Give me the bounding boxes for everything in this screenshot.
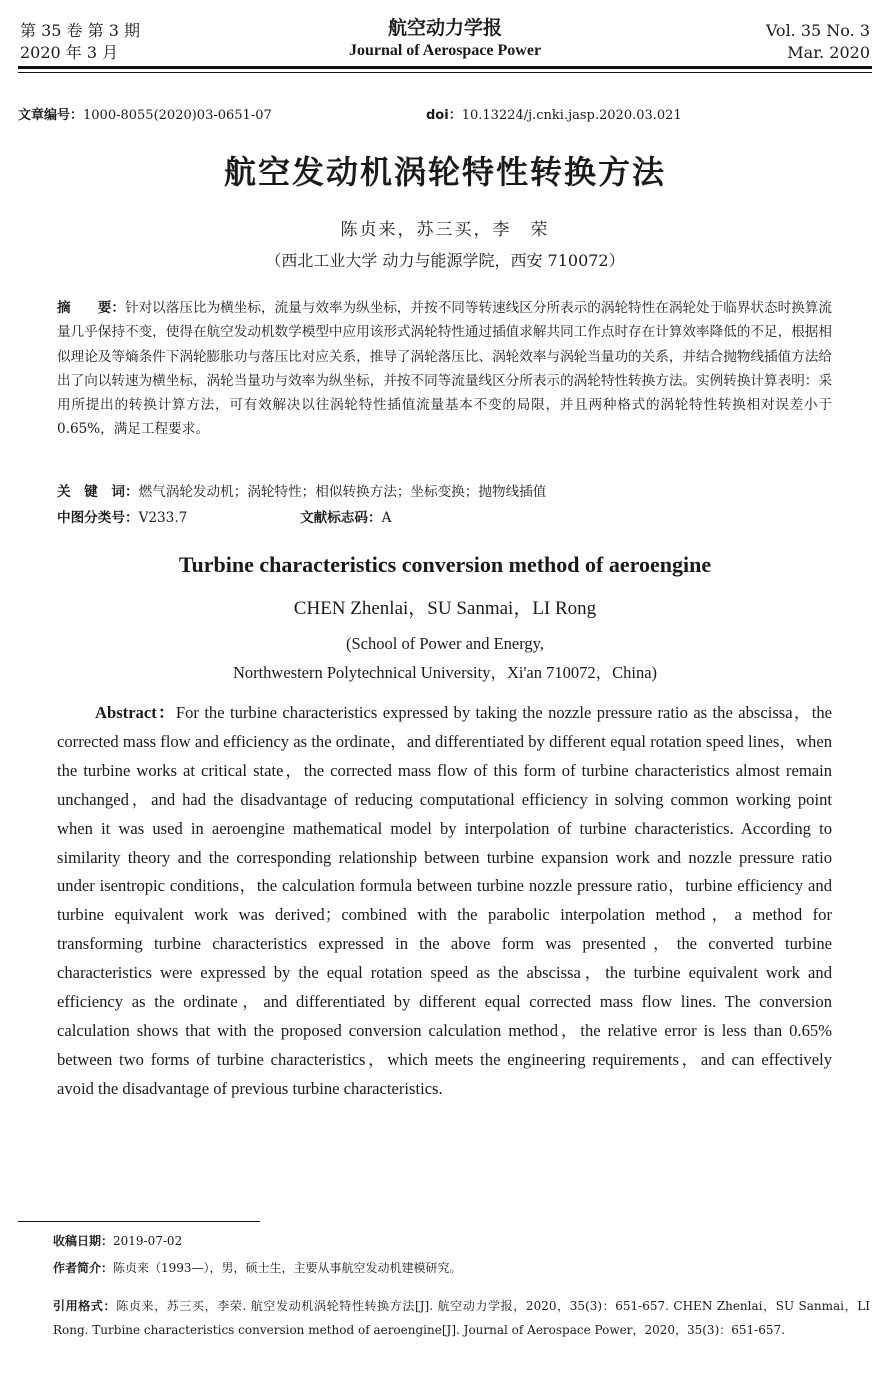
authors-en: CHEN Zhenlai，SU Sanmai，LI Rong xyxy=(293,598,597,619)
volume-issue-en: Vol. 35 No. 3 xyxy=(765,21,870,40)
keywords-cn-label: 关 键 词： xyxy=(57,484,139,500)
title-cn: 航空发动机涡轮特性转换方法 xyxy=(223,153,666,191)
affiliation-en-line1: (School of Power and Energy, xyxy=(346,634,544,653)
date-en: Mar. 2020 xyxy=(787,43,870,62)
footnote-author xyxy=(53,1258,870,1278)
citation-label: 引用格式： xyxy=(53,1299,117,1313)
journal-name-cn: 航空动力学报 xyxy=(387,17,502,39)
abstract-cn xyxy=(57,296,832,442)
document-code xyxy=(300,507,391,529)
author-bio-label: 作者简介： xyxy=(53,1261,114,1275)
authors-cn: 陈贞来，苏三买，李 荣 xyxy=(340,220,550,240)
footnote-received xyxy=(53,1231,870,1251)
keywords-cn xyxy=(57,481,832,503)
abstract-en xyxy=(57,699,832,1104)
affiliation-en-line2: Northwestern Polytechnical University，Xi'an 710072，China) xyxy=(232,663,658,682)
article-number xyxy=(18,107,272,125)
classification-number xyxy=(57,507,187,529)
footnote-rule xyxy=(18,1221,260,1222)
document-code-label: 文献标志码： xyxy=(300,510,382,526)
article-number-label: 文章编号： xyxy=(18,108,84,123)
header-center xyxy=(18,16,872,62)
keywords-cn-text: 燃气涡轮发动机；涡轮特性；相似转换方法；坐标变换；抛物线插值 xyxy=(138,484,547,500)
author-bio: 陈贞来（1993—），男，硕士生，主要从事航空发动机建模研究。 xyxy=(113,1261,462,1275)
received-label: 收稿日期： xyxy=(53,1234,114,1248)
citation-text: 陈贞来，苏三买，李荣. 航空发动机涡轮特性转换方法[J]. 航空动力学报，2020，35(3)：651-657. CHEN Zhenlai，SU Sanmai，LI Rong. Turbine characteristics conversion method of aeroengine[J]. Journal of Aerospace Power，2020，35(3)：651-657. xyxy=(53,1299,870,1337)
journal-name-en: Journal of Aerospace Power xyxy=(348,42,542,59)
article-number-value: 1000-8055(2020)03-0651-07 xyxy=(83,108,272,123)
volume-issue-cn: 第 35 卷 第 3 期 xyxy=(20,21,140,40)
footnote-citation xyxy=(53,1294,870,1342)
doi-value: 10.13224/j.cnki.jasp.2020.03.021 xyxy=(461,108,682,123)
doi-label: doi： xyxy=(426,108,462,123)
affiliation-cn: （西北工业大学 动力与能源学院，西安 710072） xyxy=(265,251,625,270)
date-cn: 2020 年 3 月 xyxy=(20,43,119,62)
document-code-value: A xyxy=(381,510,392,526)
header-right xyxy=(766,20,870,64)
header-rule-thick xyxy=(18,66,872,69)
running-header xyxy=(18,14,872,66)
title-en: Turbine characteristics conversion method of aeroengine xyxy=(178,552,712,577)
abstract-en-label: Abstract： xyxy=(95,703,176,722)
abstract-en-text: For the turbine characteristics expressed by taking the nozzle pressure ratio as the abscissa，the corrected mass flow and efficiency as the ordinate，and differentiated by different equal rotation speed lines，when the turbine works at critical state，the corrected mass flow of this form of turbine characteristics almost remain unchanged，and had the disadvantage of reducing computational efficiency in solving common working point when it was used in aeroengine mathematical model by interpolation of turbine characteristics. According to similarity theory and the corresponding relationship between turbine expansion work and nozzle pressure ratio under isentropic conditions，the calculation formula between turbine nozzle pressure ratio，turbine efficiency and turbine equivalent work was derived；combined with the parabolic interpolation method，a method for transforming turbine characteristics expressed in the above form was presented，the converted turbine characteristics were expressed by the equal rotation speed as the abscissa，the turbine equivalent work and efficiency as the ordinate，and differentiated by different equal corrected mass flow lines. The conversion calculation shows that with the proposed conversion calculation method，the relative error is less than 0.65% between two forms of turbine characteristics，which meets the engineering requirements，and can effectively avoid the disadvantage of previous turbine characteristics. xyxy=(57,703,832,1098)
abstract-cn-label: 摘 要： xyxy=(57,300,125,316)
classification-label: 中图分类号： xyxy=(57,510,139,526)
abstract-cn-text: 针对以落压比为横坐标，流量与效率为纵坐标，并按不同等转速线区分所表示的涡轮特性在涡轮处于临界状态时换算流量几乎保持不变，使得在航空发动机数学模型中应用该形式涡轮特性通过插值求解共同工作点时存在计算效率降低的不足，根据相似理论及等熵条件下涡轮膨胀功与落压比对应关系，推导了涡轮落压比、涡轮效率与涡轮当量功的关系，并结合抛物线插值方法给出了向以转速为横坐标，涡轮当量功与效率为纵坐标，并按不同等流量线区分所表示的涡轮特性转换方法。实例转换计算表明：采用所提出的转换计算方法，可有效解决以往涡轮特性插值流量基本不变的局限，并且两种格式的涡轮特性转换相对误差小于 0.65%，满足工程要求。 xyxy=(57,300,832,438)
header-rule-thin xyxy=(18,72,872,73)
received-date: 2019-07-02 xyxy=(113,1234,183,1248)
classification-value: V233.7 xyxy=(138,510,188,526)
doi xyxy=(426,107,682,125)
